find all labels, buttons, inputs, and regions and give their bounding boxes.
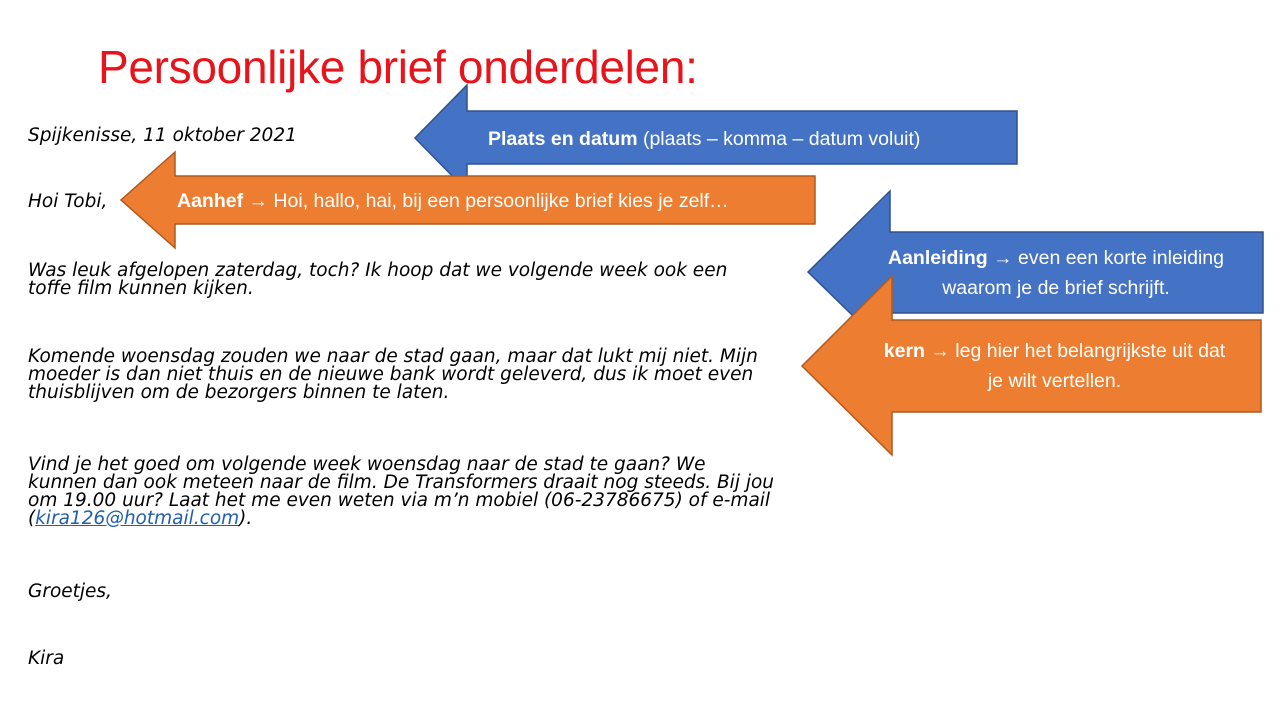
arrow-right-icon: → bbox=[248, 190, 269, 212]
letter-intro bbox=[28, 262, 727, 298]
page-title: Persoonlijke brief onderdelen: bbox=[98, 41, 698, 93]
open-paren: ( bbox=[28, 508, 36, 529]
letter-place-date: Spijkenisse, 11 oktober 2021 bbox=[28, 125, 297, 146]
arrow-plaats-bold: Plaats en datum bbox=[488, 128, 638, 150]
arrow-plaats-label bbox=[488, 124, 920, 154]
arrow-aanhef-bold: Aanhef bbox=[177, 190, 244, 212]
letter-question-line4 bbox=[28, 510, 774, 528]
arrow-kern-bold: kern bbox=[883, 340, 925, 362]
arrow-kern-rest: leg hier het belangrijkste uit dat bbox=[949, 340, 1226, 362]
arrow-plaats-rest: (plaats – komma – datum voluit) bbox=[637, 128, 921, 150]
arrow-aanhef-label bbox=[177, 186, 729, 216]
arrow-aanleiding-line2: waarom je de brief schrijft. bbox=[942, 277, 1170, 299]
arrow-kern-line2: je wilt vertellen. bbox=[987, 370, 1122, 392]
arrow-right-icon: → bbox=[993, 247, 1013, 269]
letter-core bbox=[28, 348, 758, 402]
letter-question-line2: kunnen dan ook meteen naar de film. De Transformers draait nog steeds. Bij jou bbox=[28, 472, 775, 493]
letter-question-line1: Vind je het goed om volgende week woensdag naar de stad te gaan? We bbox=[28, 454, 706, 475]
letter-core-line2: moeder is dan niet thuis en de nieuwe bank wordt geleverd, dus ik moet even bbox=[28, 364, 754, 385]
letter-core-line1: Komende woensdag zouden we naar de stad gaan, maar dat lukt mij niet. Mijn bbox=[28, 346, 758, 367]
email-link[interactable]: kira126@hotmail.com bbox=[35, 508, 240, 529]
close-paren: ). bbox=[239, 508, 253, 529]
letter-signature: Kira bbox=[28, 648, 65, 669]
letter-intro-line1: Was leuk afgelopen zaterdag, toch? Ik hoop dat we volgende week ook een bbox=[28, 260, 728, 281]
letter-core-line3: thuisblijven om de bezorgers binnen te laten. bbox=[28, 382, 450, 403]
letter-intro-line2: toffe film kunnen kijken. bbox=[28, 278, 254, 299]
arrow-aanhef-rest: Hoi, hallo, hai, bij een persoonlijke brief kies je zelf… bbox=[268, 190, 729, 212]
letter-question-line3: om 19.00 uur? Laat het me even weten via m’n mobiel (06-23786675) of e-mail bbox=[28, 490, 771, 511]
letter-closing: Groetjes, bbox=[28, 581, 112, 602]
letter-question bbox=[28, 456, 774, 528]
arrow-right-icon: → bbox=[930, 340, 950, 362]
arrow-aanleiding-rest: even een korte inleiding bbox=[1012, 247, 1224, 269]
arrow-aanleiding-bold: Aanleiding bbox=[888, 247, 988, 269]
arrow-aanleiding-label bbox=[858, 243, 1254, 303]
arrow-kern-label bbox=[852, 336, 1257, 396]
letter-greeting: Hoi Tobi, bbox=[28, 191, 108, 212]
